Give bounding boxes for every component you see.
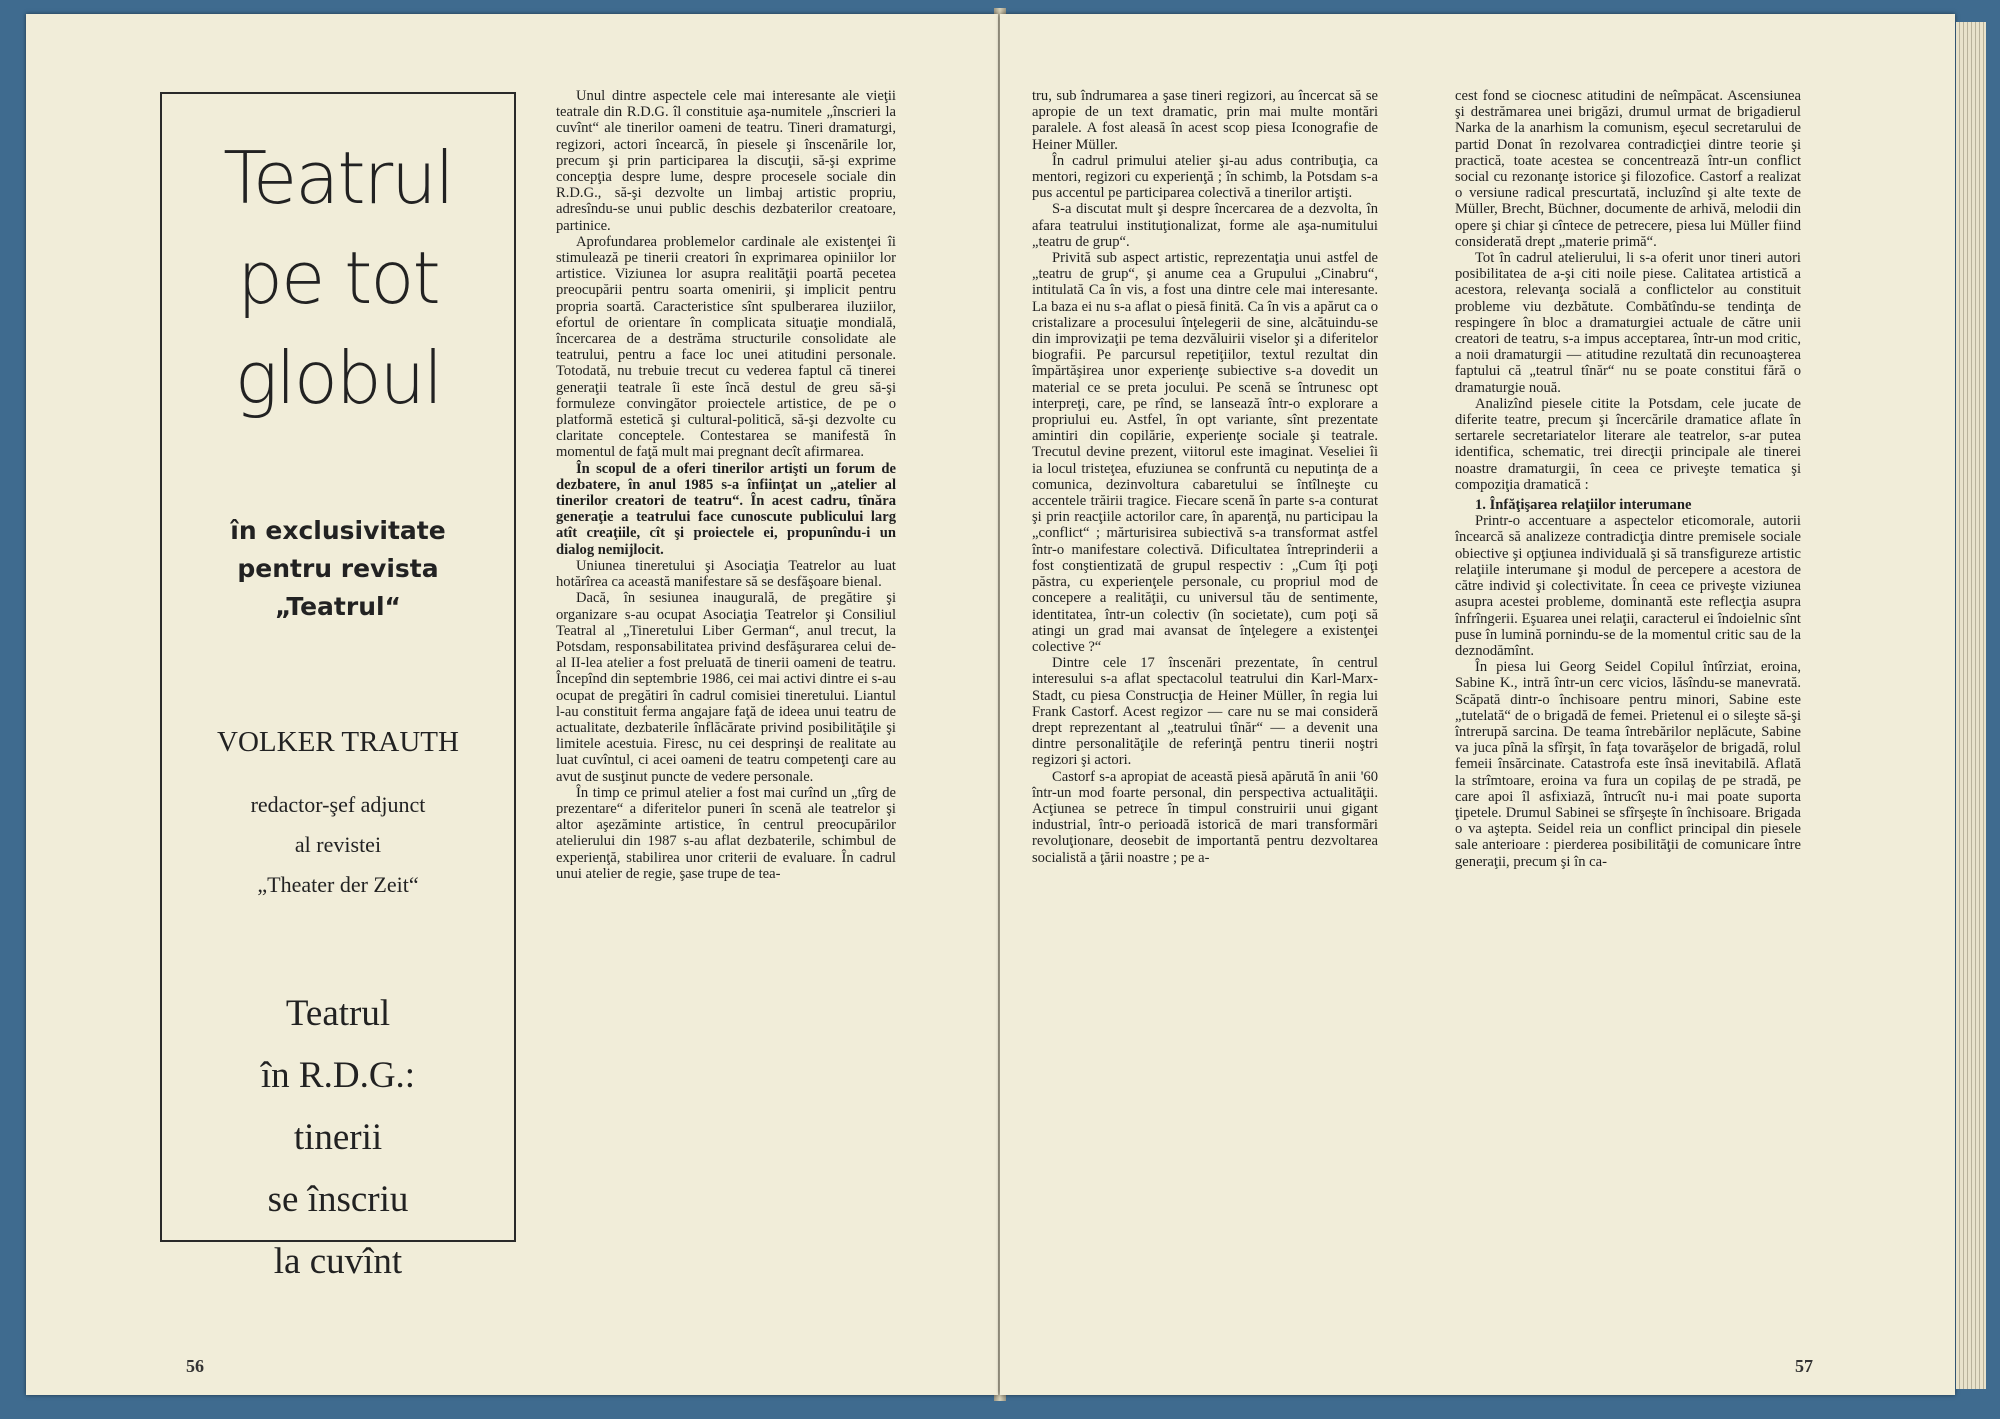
paragraph: În cadrul primului atelier şi-au adus contribuţia, ca mentori, regizori cu experienţă ; în schimb, la Potsdam s-a pus accentul pe participarea colectivă a tinerilor artişti. [1032, 152, 1378, 202]
author-role [162, 785, 514, 905]
paragraph: În scopul de a oferi tinerilor artişti un forum de dezbatere, în anul 1985 s-a înfiinţat un „atelier al tinerilor creatori de teatru“. În acest cadru, tînăra generaţie a teatrului face cunoscute publicului larg atît creaţiile, cît şi proiectele ei, propunîndu-i un dialog nemijlocit. [556, 460, 896, 558]
page-edges [1956, 22, 1986, 1389]
text-column-1 [556, 88, 896, 1253]
title-line: Teatrul [223, 136, 453, 220]
author-role-line: „Theater der Zeit“ [257, 872, 419, 897]
title-line: pe tot [237, 236, 439, 320]
subtitle-line: tinerii [293, 1117, 383, 1158]
subtitle-line: Teatrul [285, 993, 391, 1034]
paragraph: cest fond se ciocnesc atitudini de neîmpăcat. Ascensiunea şi destrămarea unei brigăzi, drumul urmat de brigadierul Narka de la anarhism la comunism, eşecul secretarului de partid Donat în rezolvarea contradicţiei dintre teorie şi practică, toate acestea se concentrează într-un conflict social cu rezonanţe istorice şi filozofice. Castorf a realizat o versiune radical prescurtată, incluzînd şi alte texte de Müller, Brecht, Büchner, documente de arhivă, melodii din opere şi chiar şi cîntece de petrecere, piesa lui Müller fiind considerată drept „materie primă“. [1455, 88, 1801, 250]
paragraph: Aprofundarea problemelor cardinale ale existenţei îi stimulează pe tinerii creatori în exprimarea opiniilor lor artistice. Viziunea lor asupra realităţii poartă pecetea preocupării pentru soarta omenirii, şi implicit pentru propria soartă. Caracteristice sînt spulberarea iluziilor, efortul de orientare în complicata situaţie mondială, încercarea de a destrăma structurile consolidate ale teatrului, pentru a face loc unei atitudini personale. Totodată, nu trebuie trecut cu vederea faptul că tinerei generaţii teatrale îi este încă destul de greu să-şi formuleze convingător proiectele artistice, de pe o platformă estetică şi cultural-politică, să-şi dezvolte cu claritate conceptele. Contestarea se manifestă în momentul de faţă mult mai pregnant decît afirmarea. [556, 233, 896, 461]
exclusive-note [162, 512, 514, 626]
article-title [162, 132, 514, 432]
author-name: VOLKER TRAUTH [217, 726, 459, 758]
paragraph: În timp ce primul atelier a fost mai curînd un „tîrg de prezentare“ a diferitelor puneri în scenă ale teatrelor şi altor aşezăminte artistice, în centrul preocupărilor atelierului din 1987 s-au aflat dezbaterile, schimbul de experienţă, stabilirea unor criterii de evaluare. În cadrul unui atelier de regie, şase trupe de tea- [556, 784, 896, 882]
paragraph: Dacă, în sesiunea inaugurală, de pregătire şi organizare s-au ocupat Asociaţia Teatrelor şi Consiliul Teatral al „Tineretului Liber German“, anul trecut, la Potsdam, responsabilitatea privind desfăşurarea celui de-al II-lea atelier a fost preluată de tinerii oameni de teatru. Începînd din septembrie 1986, cei mai activi dintre ei s-au ocupat de pregătiri în cadrul comisiei tineretului. Liantul l-au constituit ferma angajare faţă de ideea unui teatru de actualitate, dezbaterile înflăcărate privind posibilităţile şi limitele acestuia. Firesc, nu cei desprinşi de realitate au luat cuvîntul, ci acei oameni de teatru competenţi care au avut de susţinut puncte de vedere personale. [556, 590, 896, 785]
subtitle-line: se înscriu [267, 1179, 409, 1220]
paragraph: Unul dintre aspectele cele mai interesante ale vieţii teatrale din R.D.G. îl constituie aşa-numitele „înscrieri la cuvînt“ ale tinerilor oameni de teatru. Tineri dramaturgi, regizori, actori încearcă, în piesele şi înscenările lor, precum şi prin participarea la discuţii, să-şi exprime concepţia despre lume, despre procesele sociale din R.D.G., să-şi dezvolte un limbaj artistic propriu, adresîndu-se unui public deschis dezbaterilor creatoare, partinice. [556, 88, 896, 234]
paragraph: Printr-o accentuare a aspectelor eticomorale, autorii încearcă să analizeze contradicţia dintre premisele sociale obiective şi opţiunea individuală şi să transfigureze artistic relaţiile interumane şi modul de percepere a acestora de către individ şi colectivitate. În ceea ce priveşte viziunea asupra acestei probleme, dominantă este reflecţia asupra înfrîngerii. Eşuarea unei relaţii, caracterul ei îndoielnic sînt puse în lumină pornindu-se de la momentul critic sau de la deznodămînt. [1455, 513, 1801, 659]
page-number-left: 56 [186, 1356, 204, 1376]
paragraph: Dintre cele 17 înscenări prezentate, în centrul interesului s-a aflat spectacolul teatrului din Karl-Marx-Stadt, cu piesa Construcţia de Heiner Müller, în regia lui Frank Castorf. Acest regizor — care nu se mai consideră drept reprezentant al „teatrului tînăr“ — a devenit una dintre personalităţile de referinţă pentru tinerii noştri regizori şi actori. [1032, 655, 1378, 769]
paragraph: În piesa lui Georg Seidel Copilul întîrziat, eroina, Sabine K., intră într-un cerc vicios, lăsîndu-se manevrată. Scăpată dintr-o închisoare pentru minori, Sabine este „tutelată“ de o brigadă de femei. Prietenul ei o sileşte să-şi întrerupă sarcina. De teama întrebărilor neplăcute, Sabine va juca pînă la sfîrşit, în faţa tovarăşelor de brigadă, rolul femeii însărcinate. Catastrofa este însă inevitabilă. Aflată la strîmtoare, eroina va fura un copilaş de pe stradă, pe care apoi îl asfixiază, întrucît nu-i mai poate suporta ţipetele. Drumul Sabinei se sfîrşeşte în închisoare. Brigada o va aştepta. Seidel reia un conflict principal din piesele sale anterioare : pierderea posibilităţii de comunicare între generaţii, precum şi în ca- [1455, 659, 1801, 870]
section-heading: 1. Înfăţişarea relaţiilor interumane [1475, 497, 1692, 514]
paragraph: tru, sub îndrumarea a şase tineri regizori, au încercat să se apropie de un text dramatic, prin mai multe montări paralele. A fost aleasă în acest scop piesa Iconografie de Heiner Müller. [1032, 88, 1378, 153]
paragraph: S-a discutat mult şi despre încercarea de a dezvolta, în afara teatrului instituţionalizat, forme ale aşa-numitului „teatru de grup“. [1032, 201, 1378, 250]
exclusive-line: „Teatrul“ [274, 592, 401, 621]
paragraph: Tot în cadrul atelierului, li s-a oferit unor tineri autori posibilitatea de a-şi citi noile piese. Calitatea artistică a acestora, relevanţa socială a conflictelor au constituit probleme viu dezbătute. Combătîndu-se tendinţa de respingere în bloc a dramaturgiei actuale de către unii creatori de teatru, s-a impus acceptarea, într-un mod critic, a noii dramaturgii — atitudine rezultată din recunoaşterea faptului că „teatrul tînăr“ nu se poate constitui fără o dramaturgie nouă. [1455, 250, 1801, 396]
paragraph: Uniunea tineretului şi Asociaţia Teatrelor au luat hotărîrea ca această manifestare să se desfăşoare bienal. [556, 557, 896, 591]
author-role-line: redactor-şef adjunct [250, 792, 426, 817]
author-role-line: al revistei [294, 832, 382, 857]
title-line: globul [234, 336, 442, 420]
paragraph: Castorf s-a apropiat de această piesă apărută în anii '60 într-un mod foarte personal, din perspectiva actualităţii. Acţiunea se petrece în timpul construirii unui gigant industrial, într-o perioadă istorică de mari transformări revoluţionare, deosebit de importantă pentru dezvoltarea socialistă a ţării noastre ; pe a- [1032, 768, 1378, 866]
subtitle-line: la cuvînt [273, 1241, 403, 1282]
article-title-box [160, 92, 516, 1282]
article-subtitle [162, 983, 514, 1293]
paragraph: Analizînd piesele citite la Potsdam, cele jucate de diferite teatre, precum şi încercările dramatice aflate în sertarele secretariatelor literare ale teatrelor, s-ar putea identifica, schematic, trei direcţii principale ale tinerei noastre dramaturgii, în ceea ce priveşte tematica şi compoziţia dramatică : [1455, 395, 1801, 493]
paragraph: Privită sub aspect artistic, reprezentaţia unui astfel de „teatru de grup“, şi anume cea a Grupului „Cinabru“, intitulată Ca în vis, a fost una dintre cele mai interesante. La baza ei nu s-a aflat o piesă finită. Ca în vis a apărut ca o cristalizare a procesului înţelegerii de sine, alcătuindu-se din improvizaţii pe tema dezvăluirii viselor şi a diferitelor biografii. Pe parcursul repetiţiilor, textul rezultat din împărtăşirea unor experienţe subiective s-a dovedit un material ce se preta jocului. Pe scenă se întrunesc opt interpreţi, care, pe rînd, se lansează într-o explorare a propriului eu. Astfel, în opt variante, sînt prezentate amintiri din copilărie, experienţe sociale şi teatrale. Trecutul devine prezent, viitorul este imaginat. Veseliei îi ia locul tristeţea, efuziunea se confruntă cu neputinţa de a comunica, dezinvoltura cabaretului se întîlneşte cu accentele trăirii tragice. Fiecare scenă în parte s-a conturat şi prin reacţiile actorilor care, în aparenţă, nu participau la „conflict“ ; mărturisirea subiectivă s-a transformat astfel într-o manifestare colectivă. Dificultatea întreprinderii a fost conştientizată de grupul respectiv : „Cum îţi poţi păstra, cu experienţele personale, cu propriul mod de concepere a realităţii, cu universul tău de sentimente, identitatea, într-un colectiv (în societate), cum poţi să atingi un grad mai avansat de înţelegere a existenţei colective ?“ [1032, 250, 1378, 655]
text-column-2 [1032, 88, 1378, 1253]
text-column-3 [1455, 88, 1801, 1253]
exclusive-line: în exclusivitate [230, 516, 446, 545]
page-number-right: 57 [1795, 1356, 1813, 1376]
subtitle-line: în R.D.G.: [260, 1055, 416, 1096]
exclusive-line: pentru revista [237, 554, 439, 583]
